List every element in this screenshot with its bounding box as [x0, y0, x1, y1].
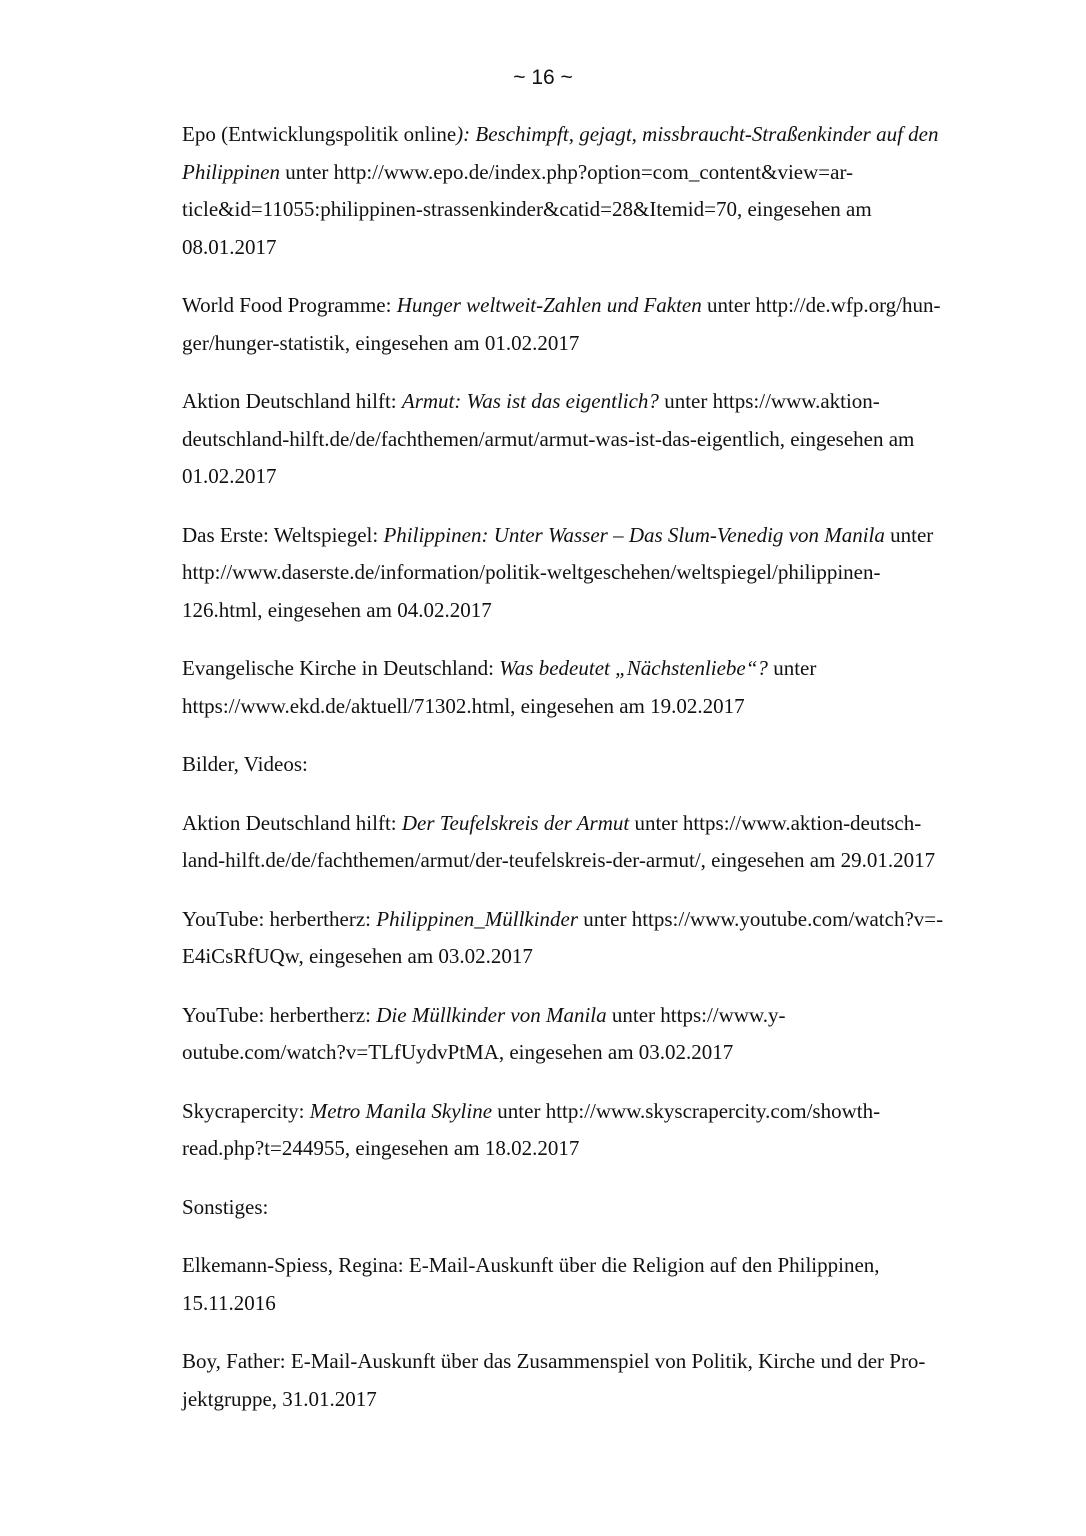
reference-title: Philippinen_Müllkinder: [376, 906, 579, 931]
reference-entry-weltspiegel: [182, 517, 982, 630]
reference-entry-epo: [182, 116, 982, 266]
reference-line: Boy, Father: E-Mail-Auskunft über das Zusammenspiel von Politik, Kirche und der Pro-: [182, 1349, 926, 1373]
reference-line: YouTube: herbertherz: Philippinen_Müllkinder unter https://www.youtube.com/watch?v=-: [182, 906, 944, 931]
reference-title: Armut: Was ist das eigentlich?: [401, 389, 659, 413]
reference-title: Philippinen: Unter Wasser – Das Slum-Venedig von Manila: [383, 522, 885, 547]
reference-entry-youtube-2: [182, 997, 982, 1072]
reference-line: Evangelische Kirche in Deutschland: Was bedeutet „Nächstenliebe“? unter: [182, 656, 817, 680]
reference-entry-email-boy: [182, 1343, 982, 1418]
reference-line: YouTube: herbertherz: Die Müllkinder von Manila unter https://www.y-: [182, 1002, 786, 1027]
bibliography-list: [182, 116, 982, 1439]
reference-entry-youtube-1: [182, 901, 982, 976]
reference-line: Elkemann-Spiess, Regina: E-Mail-Auskunft über die Religion auf den Philippinen,: [182, 1253, 880, 1277]
reference-line: E4iCsRfUQw, eingesehen am 03.02.2017: [182, 944, 533, 968]
reference-entry-ekd: [182, 650, 982, 725]
reference-entry-aktion-armut: [182, 383, 982, 496]
reference-line: ger/hunger-statistik, eingesehen am 01.02.2017: [182, 330, 580, 355]
reference-line: Das Erste: Weltspiegel: Philippinen: Unter Wasser – Das Slum-Venedig von Manila unter: [182, 522, 934, 547]
reference-line: read.php?t=244955, eingesehen am 18.02.2017: [182, 1136, 580, 1160]
reference-title: Der Teufelskreis der Armut: [401, 810, 630, 835]
reference-title: Hunger weltweit-Zahlen und Fakten: [396, 293, 702, 317]
reference-entry-wfp: [182, 287, 982, 362]
reference-line: Aktion Deutschland hilft: Armut: Was ist das eigentlich? unter https://www.aktion-: [182, 389, 880, 413]
section-heading-media: Bilder, Videos:: [182, 752, 308, 776]
reference-line: Philippinen unter http://www.epo.de/index.php?option=com_content&view=ar-: [182, 159, 854, 184]
reference-line: 08.01.2017: [182, 234, 277, 259]
reference-line: 126.html, eingesehen am 04.02.2017: [182, 597, 492, 622]
reference-entry-email-elkemann: [182, 1247, 982, 1322]
reference-line: Epo (Entwicklungspolitik online): Beschimpft, gejagt, missbraucht-Straßenkinder auf den: [182, 122, 939, 146]
reference-line: outube.com/watch?v=TLfUydvPtMA, eingesehen am 03.02.2017: [182, 1040, 734, 1064]
reference-line: Skycrapercity: Metro Manila Skyline unter http://www.skyscrapercity.com/showth-: [182, 1098, 881, 1123]
reference-line: World Food Programme: Hunger weltweit-Zahlen und Fakten unter http://de.wfp.org/hun-: [182, 293, 941, 317]
reference-title: Metro Manila Skyline: [309, 1098, 493, 1123]
reference-line: https://www.ekd.de/aktuell/71302.html, eingesehen am 19.02.2017: [182, 693, 745, 718]
reference-line: land-hilft.de/de/fachthemen/armut/der-teufelskreis-der-armut/, eingesehen am 29.01.2017: [182, 848, 936, 872]
reference-line: http://www.daserste.de/information/politik-weltgeschehen/weltspiegel/philippinen-: [182, 560, 881, 584]
reference-line: deutschland-hilft.de/de/fachthemen/armut/armut-was-ist-das-eigentlich, eingesehen am: [182, 426, 915, 451]
reference-line: 01.02.2017: [182, 464, 277, 488]
reference-title: Was bedeutet „Nächstenliebe“?: [499, 656, 768, 680]
reference-line: jektgruppe, 31.01.2017: [182, 1386, 377, 1411]
section-heading-misc: Sonstiges:: [182, 1194, 269, 1219]
reference-line: ticle&id=11055:philippinen-strassenkinder&catid=28&Itemid=70, eingesehen am: [182, 197, 872, 221]
reference-title: ): Beschimpft, gejagt, missbraucht-Straßenkinder auf den: [456, 122, 939, 146]
page-number: ~ 16 ~: [513, 66, 573, 89]
reference-entry-skyscrapercity: [182, 1093, 982, 1168]
reference-title: Philippinen: [182, 159, 280, 184]
reference-line: Aktion Deutschland hilft: Der Teufelskreis der Armut unter https://www.aktion-deutsch-: [182, 810, 922, 835]
reference-entry-teufelskreis: [182, 805, 982, 880]
reference-title: Die Müllkinder von Manila: [376, 1002, 607, 1027]
reference-line: 15.11.2016: [182, 1290, 276, 1315]
